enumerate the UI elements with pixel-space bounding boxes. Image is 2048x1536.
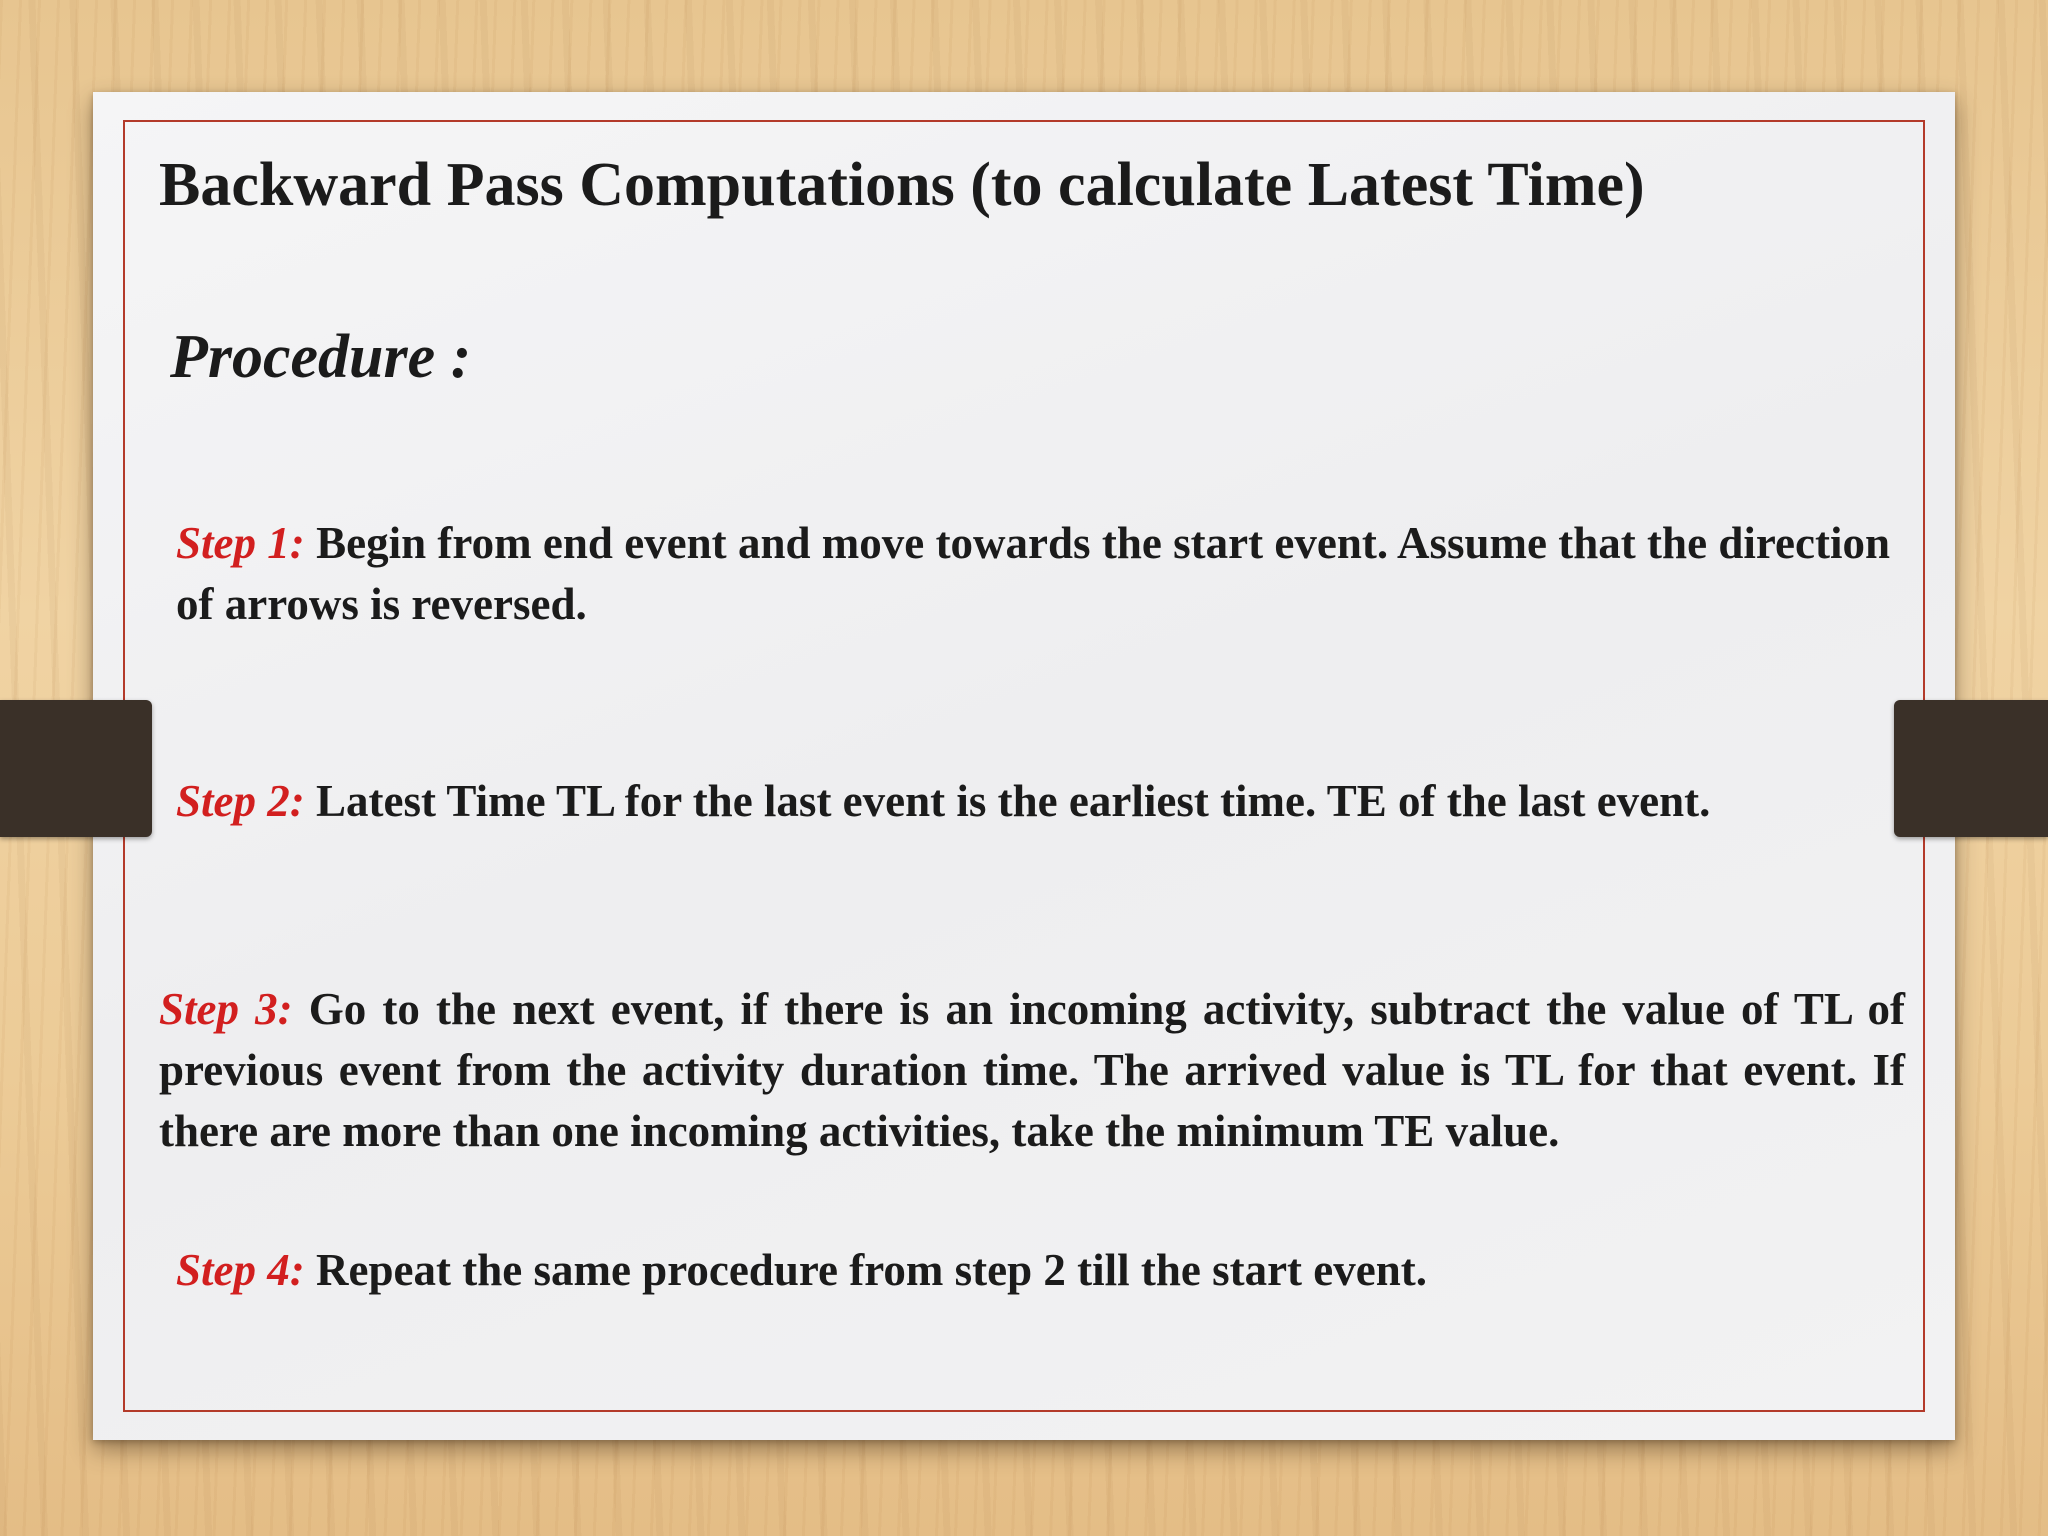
step-2-label: Step 2:: [176, 776, 305, 826]
step-4-text: Repeat the same procedure from step 2 till the start event.: [316, 1245, 1428, 1295]
step-3-paragraph: [159, 979, 1905, 1162]
step-1-text: Begin from end event and move towards the start event. Assume that the direction of arrows is reversed.: [176, 518, 1890, 629]
step-2-text: Latest Time TL for the last event is the earliest time. TE of the last event.: [316, 776, 1711, 826]
left-binder-strap: [0, 700, 152, 837]
slide-title: Backward Pass Computations (to calculate Latest Time): [159, 151, 1645, 219]
slide-border-frame: [123, 120, 1925, 1412]
slide-card: [93, 92, 1955, 1440]
procedure-heading: Procedure :: [170, 323, 472, 391]
step-3-text: Go to the next event, if there is an incoming activity, subtract the value of TL of previous event from the activity duration time. The arrived value is TL for that event. If there are more than one incoming activities, take the minimum TE value.: [159, 984, 1906, 1156]
step-2-paragraph: [176, 771, 1856, 832]
step-4-paragraph: [176, 1240, 1890, 1301]
step-1-paragraph: [176, 513, 1890, 635]
step-3-label: Step 3:: [159, 984, 293, 1034]
step-1-label: Step 1:: [176, 518, 305, 568]
right-binder-strap: [1894, 700, 2048, 837]
step-4-label: Step 4:: [176, 1245, 305, 1295]
